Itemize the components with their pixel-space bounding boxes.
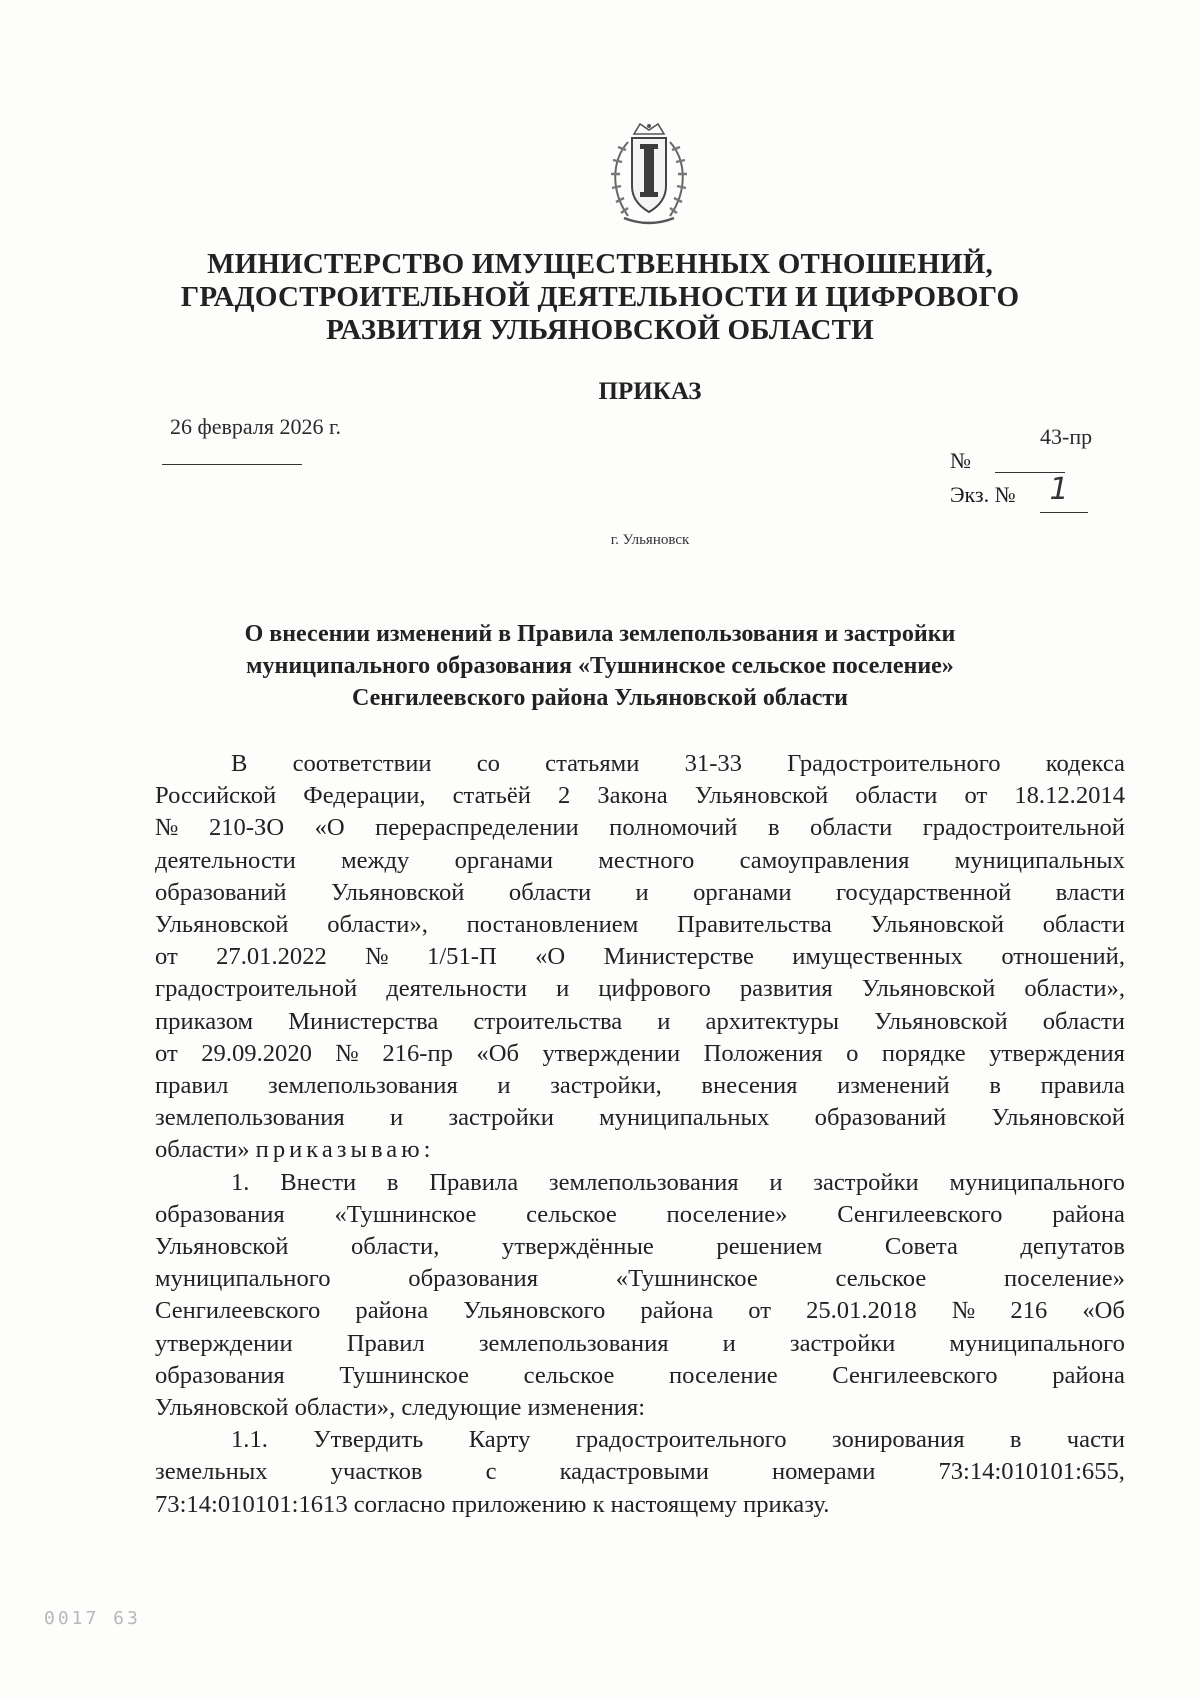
body-word: кодекса bbox=[1045, 750, 1125, 777]
body-word: 1/51-П bbox=[427, 943, 497, 971]
date-underline bbox=[162, 464, 302, 465]
body-word: номерами bbox=[771, 1458, 876, 1486]
ministry-name-line: РАЗВИТИЯ УЛЬЯНОВСКОЙ ОБЛАСТИ bbox=[326, 314, 874, 346]
body-word: «Тушнинское bbox=[334, 1200, 477, 1228]
body-word: власти bbox=[1055, 878, 1125, 906]
body-word: Сенгилеевского bbox=[832, 1361, 998, 1389]
body-word: застройки bbox=[789, 1329, 896, 1357]
body-word: от bbox=[964, 782, 988, 810]
body-word: Совета bbox=[884, 1233, 958, 1261]
body-word: муниципального bbox=[155, 1265, 331, 1293]
body-word: Министерстве bbox=[603, 943, 754, 971]
body-word: Ульяновской bbox=[155, 911, 289, 939]
body-word: внесения bbox=[701, 1072, 798, 1100]
document-type: ПРИКАЗ bbox=[598, 378, 702, 405]
body-word: Сенгилеевского bbox=[837, 1200, 1003, 1228]
body-word: строительства bbox=[473, 1007, 623, 1035]
body-line bbox=[155, 1263, 1125, 1295]
body-word: приказом bbox=[155, 1007, 254, 1035]
order-word: приказываю: bbox=[255, 1136, 435, 1164]
body-line bbox=[155, 1102, 1125, 1134]
body-word: деятельности bbox=[386, 975, 528, 1003]
body-word: Правила bbox=[429, 1168, 519, 1196]
body-word: муниципальных bbox=[954, 846, 1125, 874]
body-word: района bbox=[640, 1297, 714, 1325]
body-word: образования bbox=[155, 1361, 285, 1389]
body-word: области bbox=[810, 814, 893, 842]
body-word: Федерации, bbox=[303, 782, 426, 810]
body-line bbox=[155, 1231, 1125, 1263]
body-word: зонирования bbox=[831, 1426, 965, 1454]
body-word: и bbox=[657, 1007, 671, 1035]
body-word: поселение bbox=[669, 1361, 778, 1389]
body-word: района bbox=[355, 1297, 429, 1325]
body-word: градостроительного bbox=[575, 1426, 787, 1454]
body-word: поселение» bbox=[666, 1200, 788, 1228]
body-word: утверждении bbox=[155, 1329, 293, 1357]
ministry-name bbox=[150, 248, 1050, 347]
margin-stamp-number: 0017 63 bbox=[44, 1608, 141, 1629]
body-word: Ульяновской bbox=[694, 782, 829, 810]
body-word: статьями bbox=[545, 750, 640, 777]
document-subject bbox=[150, 618, 1050, 714]
body-line bbox=[155, 941, 1125, 973]
body-line bbox=[155, 1167, 1125, 1199]
body-word: 2 bbox=[558, 782, 571, 810]
body-word: полномочий bbox=[609, 814, 738, 842]
body-word: образования bbox=[408, 1265, 539, 1293]
body-word: области bbox=[1042, 1007, 1125, 1035]
body-word: Закона bbox=[597, 782, 668, 810]
body-word: «О bbox=[535, 943, 566, 971]
body-word: 1. bbox=[231, 1168, 250, 1196]
body-word: и bbox=[389, 1104, 404, 1132]
body-word: застройки, bbox=[550, 1072, 662, 1100]
body-word: Ульяновской bbox=[331, 878, 465, 906]
body-line bbox=[155, 1360, 1125, 1392]
body-word: и bbox=[497, 1072, 511, 1100]
body-word: сельское bbox=[526, 1200, 617, 1228]
body-word: правил bbox=[155, 1072, 229, 1100]
body-word: органами bbox=[693, 878, 792, 906]
subject-line: О внесении изменений в Правила землепользования и застройки bbox=[244, 621, 956, 647]
body-word: имущественных bbox=[792, 943, 963, 971]
body-word: утверждении bbox=[542, 1039, 681, 1067]
copy-number-handwritten: 1 bbox=[1049, 472, 1069, 507]
body-word: 31-33 bbox=[684, 750, 742, 777]
body-word: в bbox=[989, 1072, 1001, 1100]
document-number: 43-пр bbox=[1040, 424, 1093, 449]
body-word: решением bbox=[716, 1233, 823, 1261]
body-word: участков bbox=[330, 1458, 423, 1486]
body-word: между bbox=[341, 846, 410, 874]
body-line bbox=[155, 1295, 1125, 1327]
body-word: области bbox=[508, 878, 592, 906]
body-word: перераспределении bbox=[375, 814, 579, 842]
body-word: 216 bbox=[1010, 1297, 1048, 1325]
body-text: области» bbox=[155, 1136, 250, 1164]
body-word: № bbox=[335, 1039, 359, 1067]
body-text: 73:14:010101:1613 согласно приложению к настоящему приказу. bbox=[155, 1490, 830, 1518]
body-word: Тушнинское bbox=[339, 1361, 470, 1389]
svg-text:· · ·: · · · bbox=[644, 219, 654, 226]
body-word: государственной bbox=[835, 878, 1012, 906]
body-word: земельных bbox=[155, 1458, 268, 1486]
body-word: в bbox=[1009, 1426, 1022, 1454]
body-line bbox=[155, 909, 1125, 941]
body-word: «Об bbox=[476, 1039, 519, 1067]
body-word: Внести bbox=[280, 1168, 357, 1196]
subject-line: муниципального образования «Тушнинское сельское поселение» bbox=[246, 653, 954, 679]
body-word: № bbox=[155, 814, 179, 842]
body-word: органами bbox=[454, 846, 554, 874]
body-word: Положения bbox=[703, 1039, 823, 1067]
body-word: статьёй bbox=[452, 782, 531, 810]
body-text: Ульяновской области», следующие изменения: bbox=[155, 1394, 646, 1422]
copy-underline bbox=[1040, 512, 1088, 513]
body-word: застройки bbox=[448, 1104, 554, 1132]
body-word: 1.1. bbox=[231, 1426, 268, 1454]
body-word: землепользования bbox=[548, 1168, 739, 1196]
number-label: № bbox=[950, 448, 971, 473]
body-word: области», bbox=[327, 911, 428, 939]
body-word: Сенгилеевского bbox=[155, 1297, 321, 1325]
body-word: № bbox=[951, 1297, 976, 1325]
body-word: землепользования bbox=[478, 1329, 669, 1357]
body-word: № bbox=[365, 943, 389, 971]
body-word: землепользования bbox=[268, 1072, 458, 1100]
body-line bbox=[155, 1134, 1125, 1166]
body-word: градостроительной bbox=[922, 814, 1125, 842]
body-word: области, bbox=[351, 1233, 440, 1261]
body-word: 18.12.2014 bbox=[1014, 782, 1125, 810]
body-word: муниципального bbox=[949, 1168, 1125, 1196]
body-word: 29.09.2020 bbox=[201, 1039, 312, 1067]
body-word: 216-пр bbox=[382, 1039, 453, 1067]
body-word: деятельности bbox=[155, 846, 296, 874]
body-word: Карту bbox=[468, 1426, 531, 1454]
body-word: отношений, bbox=[1001, 943, 1125, 971]
body-line bbox=[155, 845, 1125, 877]
body-word: цифрового bbox=[598, 975, 711, 1003]
body-word: Российской bbox=[155, 782, 277, 810]
subject-line: Сенгилеевского района Ульяновской области bbox=[352, 685, 848, 711]
body-word: Ульяновской bbox=[991, 1104, 1125, 1132]
body-word: района bbox=[1052, 1361, 1125, 1389]
body-word: о bbox=[846, 1039, 859, 1067]
body-word: от bbox=[748, 1297, 771, 1325]
body-word: в bbox=[386, 1168, 399, 1196]
body-word: порядке bbox=[881, 1039, 966, 1067]
body-word: градостроительной bbox=[155, 975, 358, 1003]
body-word: местного bbox=[598, 846, 695, 874]
copy-label: Экз. № bbox=[950, 482, 1016, 507]
body-word: сельское bbox=[523, 1361, 615, 1389]
body-word: с bbox=[485, 1458, 497, 1486]
body-line bbox=[155, 1392, 1125, 1424]
body-line bbox=[155, 1328, 1125, 1360]
body-line bbox=[155, 1199, 1125, 1231]
body-word: сельское bbox=[835, 1265, 927, 1293]
body-line bbox=[155, 780, 1125, 812]
body-word: 27.01.2022 bbox=[216, 943, 327, 971]
body-word: Правил bbox=[346, 1329, 425, 1357]
body-line bbox=[155, 748, 1125, 780]
body-line bbox=[155, 1456, 1125, 1488]
body-word: поселение» bbox=[1004, 1265, 1125, 1293]
body-word: Градостроительного bbox=[787, 750, 1001, 777]
body-word: области bbox=[1042, 911, 1125, 939]
body-word: образования bbox=[155, 1200, 285, 1228]
body-word: В bbox=[231, 750, 248, 777]
body-word: Министерства bbox=[288, 1007, 439, 1035]
body-word: постановлением bbox=[466, 911, 639, 939]
body-word: Правительства bbox=[677, 911, 832, 939]
body-word: развития bbox=[739, 975, 833, 1003]
body-word: и bbox=[769, 1168, 783, 1196]
body-word: образований bbox=[155, 878, 287, 906]
body-word: соответствии bbox=[292, 750, 432, 777]
body-word: образований bbox=[814, 1104, 947, 1132]
body-word: изменений bbox=[837, 1072, 950, 1100]
body-word: в bbox=[767, 814, 780, 842]
body-line bbox=[155, 812, 1125, 844]
body-word: со bbox=[476, 750, 500, 777]
document-body bbox=[155, 748, 1125, 1521]
body-word: области bbox=[855, 782, 938, 810]
body-word: 25.01.2018 bbox=[806, 1297, 917, 1325]
body-word: «Об bbox=[1082, 1297, 1125, 1325]
body-word: 73:14:010101:655, bbox=[938, 1458, 1125, 1486]
body-word: самоуправления bbox=[739, 846, 910, 874]
body-line bbox=[155, 1038, 1125, 1070]
ministry-name-line: ГРАДОСТРОИТЕЛЬНОЙ ДЕЯТЕЛЬНОСТИ И ЦИФРОВОГО bbox=[180, 281, 1020, 313]
body-word: архитектуры bbox=[705, 1007, 840, 1035]
body-word: от bbox=[155, 943, 178, 971]
body-word: муниципального bbox=[949, 1329, 1125, 1357]
body-word: «О bbox=[314, 814, 345, 842]
body-word: Ульяновской bbox=[861, 975, 996, 1003]
body-word: муниципальных bbox=[599, 1104, 770, 1132]
coat-of-arms-icon bbox=[598, 120, 700, 230]
body-line bbox=[155, 973, 1125, 1005]
body-word: землепользования bbox=[155, 1104, 345, 1132]
body-word: 210-ЗО bbox=[208, 814, 285, 842]
body-word: депутатов bbox=[1020, 1233, 1125, 1261]
document-date: 26 февраля 2026 г. bbox=[170, 414, 342, 439]
body-word: и bbox=[722, 1329, 736, 1357]
body-word: Ульяновской bbox=[874, 1007, 1008, 1035]
body-word: кадастровыми bbox=[559, 1458, 709, 1486]
body-line bbox=[155, 1424, 1125, 1456]
body-word: утверждённые bbox=[501, 1233, 654, 1261]
body-word: утверждения bbox=[989, 1039, 1125, 1067]
body-word: «Тушнинское bbox=[615, 1265, 758, 1293]
body-word: и bbox=[556, 975, 570, 1003]
body-word: района bbox=[1052, 1200, 1125, 1228]
body-word: Ульяновской bbox=[155, 1233, 289, 1261]
body-word: застройки bbox=[813, 1168, 919, 1196]
body-word: Ульяновской bbox=[870, 911, 1004, 939]
body-word: Утвердить bbox=[313, 1426, 424, 1454]
body-line bbox=[155, 1006, 1125, 1038]
body-word: от bbox=[155, 1039, 178, 1067]
body-line bbox=[155, 877, 1125, 909]
body-word: Ульяновского bbox=[463, 1297, 606, 1325]
body-word: части bbox=[1066, 1426, 1125, 1454]
body-word: и bbox=[635, 878, 649, 906]
document-city: г. Ульяновск bbox=[610, 532, 690, 548]
body-line bbox=[155, 1489, 1125, 1521]
ministry-name-line: МИНИСТЕРСТВО ИМУЩЕСТВЕННЫХ ОТНОШЕНИЙ, bbox=[207, 248, 993, 280]
body-word: области», bbox=[1024, 975, 1125, 1003]
body-line bbox=[155, 1070, 1125, 1102]
body-word: правила bbox=[1040, 1072, 1125, 1100]
